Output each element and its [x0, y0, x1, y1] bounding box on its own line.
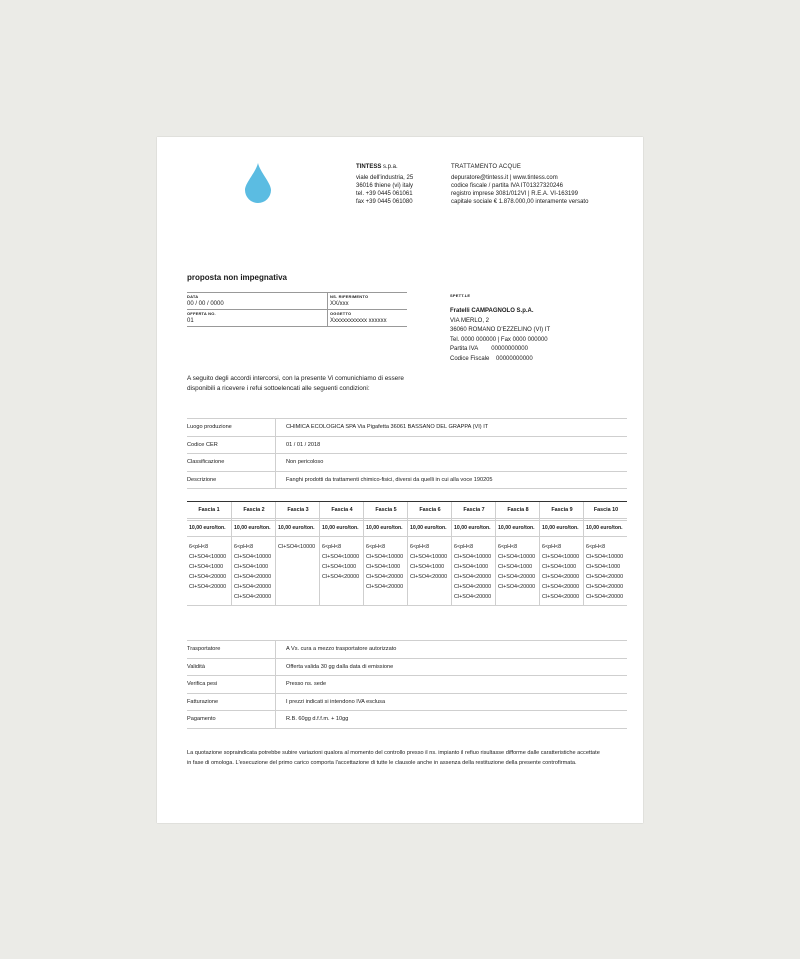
condition-line: Cl+SO4<10000 [498, 554, 536, 560]
divider [187, 292, 407, 293]
condition-line: 6<pH<8 [542, 544, 562, 550]
condition-line: Cl+SO4<10000 [322, 554, 360, 560]
condition-line: 6<pH<8 [454, 544, 474, 550]
condition-line: Cl+SO4<1000 [322, 564, 357, 570]
row-value: Presso ns. sede [286, 681, 327, 688]
intro-line: A seguito degli accordi intercorsi, con la presente Vi comunichiamo di essere [187, 375, 404, 382]
row-value: Offerta valida 30 gg dalla data di emissione [286, 663, 394, 670]
fascia-conditions [322, 542, 364, 582]
divider [187, 326, 407, 327]
condition-line: Cl+SO4<20000 [586, 584, 624, 590]
recipient-city: 36060 ROMANO D'EZZELINO (VI) IT [450, 327, 551, 334]
row-key: Fatturazione [187, 698, 219, 705]
fascia-column [319, 502, 364, 605]
fascia-conditions [586, 542, 628, 602]
meta-oggetto [330, 311, 387, 324]
capital-line: capitale sociale € 1.878.000,00 interamente versato [451, 198, 589, 205]
condition-line: Cl+SO4<20000 [454, 594, 492, 600]
fascia-conditions [189, 542, 231, 592]
condition-line: Cl+SO4<1000 [234, 564, 269, 570]
condition-line: Cl+SO4<1000 [498, 564, 533, 570]
recipient-fiscal-code: Codice Fiscale 00000000000 [450, 355, 533, 362]
fascia-header: Fascia 5 [375, 507, 397, 513]
trattamento-block [451, 163, 588, 206]
condition-line: 6<pH<8 [322, 544, 342, 550]
condition-line: Cl+SO4<1000 [410, 564, 445, 570]
condition-line: Cl+SO4<20000 [586, 574, 624, 580]
row-value: Fanghi prodotti da trattamenti chimico-fisici, diversi da quelli in cui alla voce 190205 [286, 476, 493, 483]
fascia-price: 10,00 euro/ton. [278, 525, 315, 531]
condition-line: Cl+SO4<20000 [322, 574, 360, 580]
fascia-price: 10,00 euro/ton. [366, 525, 403, 531]
condition-line: Cl+SO4<1000 [586, 564, 621, 570]
condition-line: Cl+SO4<10000 [234, 554, 272, 560]
condition-line: Cl+SO4<1000 [454, 564, 489, 570]
row-key: Descrizione [187, 476, 217, 483]
condition-line: Cl+SO4<20000 [498, 574, 536, 580]
row-value: I prezzi indicati si intendono IVA esclusa [286, 698, 386, 705]
fascia-price: 10,00 euro/ton. [498, 525, 535, 531]
fascia-column [539, 502, 584, 605]
row-value: CHIMICA ECOLOGICA SPA Via Pigafetta 36061 BASSANO DEL GRAPPA (VI) IT [286, 424, 489, 430]
row-key: Classificazione [187, 459, 225, 465]
fascia-conditions [498, 542, 540, 592]
condition-line: 6<pH<8 [410, 544, 430, 550]
fascia-header: Fascia 10 [593, 507, 619, 513]
row-key: Verifica pesi [187, 681, 218, 688]
table-row [187, 436, 627, 454]
table-row [187, 710, 627, 729]
fascia-header: Fascia 9 [551, 507, 573, 513]
table-row [187, 418, 627, 436]
condition-line: 6<pH<8 [586, 544, 606, 550]
fascia-conditions [410, 542, 452, 582]
fascia-conditions [366, 542, 408, 592]
condition-line: 6<pH<8 [498, 544, 518, 550]
condition-line: Cl+SO4<20000 [234, 594, 272, 600]
data-value: 00 / 00 / 0000 [187, 301, 224, 307]
fascia-column [583, 502, 628, 605]
fascia-price: 10,00 euro/ton. [410, 525, 447, 531]
condition-line: Cl+SO4<10000 [366, 554, 404, 560]
offerta-value: 01 [187, 318, 194, 324]
fascia-price: 10,00 euro/ton. [542, 525, 579, 531]
riferimento-value: XX/xxx [330, 301, 349, 307]
condition-line: Cl+SO4<20000 [542, 574, 580, 580]
meta-data [187, 294, 224, 307]
table-row [187, 658, 627, 676]
fascia-price: 10,00 euro/ton. [454, 525, 491, 531]
condition-line: Cl+SO4<20000 [234, 574, 272, 580]
recipient-vat: Partita IVA 00000000000 [450, 346, 528, 353]
fascia-conditions [542, 542, 584, 602]
condition-line: Cl+SO4<20000 [234, 584, 272, 590]
row-key: Pagamento [187, 716, 216, 723]
offerta-label: OFFERTA NO. [187, 311, 216, 316]
condition-line: Cl+SO4<20000 [366, 574, 404, 580]
recipient-block [450, 293, 550, 365]
fascia-header: Fascia 7 [463, 507, 485, 513]
company-block [356, 163, 413, 206]
note-line: in fase di omologa. L'esecuzione del primo carico comporta l'accettazione di tutte le clausole anche in assenza della restituzione della presente controfirmata. [187, 759, 577, 766]
fascia-price: 10,00 euro/ton. [234, 525, 271, 531]
condition-line: Cl+SO4<20000 [366, 584, 404, 590]
condition-line: Cl+SO4<20000 [586, 594, 624, 600]
note-line: La quotazione sopraindicata potrebbe subire variazioni qualora al momento del controllo presso il ns. impianto il refiuo risultasse difforme dalle caratteristiche accettate [187, 750, 600, 756]
recipient-phone: Tel. 0000 000000 | Fax 0000 000000 [450, 336, 548, 343]
fascia-price: 10,00 euro/ton. [189, 525, 226, 531]
condition-line: Cl+SO4<10000 [586, 554, 624, 560]
condition-line: Cl+SO4<20000 [498, 584, 536, 590]
recipient-name: Fratelli CAMPAGNOLO S.p.A. [450, 308, 534, 314]
condition-line: Cl+SO4<20000 [542, 594, 580, 600]
condition-line: Cl+SO4<1000 [542, 564, 577, 570]
recipient-address: VIA MERLO, 2 [450, 317, 490, 324]
row-key: Validità [187, 663, 205, 670]
row-value: 01 / 01 / 2018 [286, 441, 321, 448]
row-value: R.B. 60gg d.f.f.m. + 10gg [286, 716, 349, 723]
fascia-column [187, 502, 231, 605]
fascia-header: Fascia 2 [243, 507, 265, 513]
recipient-label: SPETT.LE [450, 293, 471, 298]
document-title: proposta non impegnativa [187, 273, 288, 282]
condition-line: Cl+SO4<10000 [278, 544, 316, 550]
fascia-column [275, 502, 320, 605]
fascia-conditions [234, 542, 276, 602]
divider [187, 309, 407, 310]
fascia-header: Fascia 3 [287, 507, 309, 513]
condition-line: Cl+SO4<20000 [189, 574, 227, 580]
fascia-column [363, 502, 408, 605]
fascia-conditions [454, 542, 496, 602]
fascia-header: Fascia 8 [507, 507, 529, 513]
table-row [187, 693, 627, 711]
row-value: Non pericoloso [286, 459, 324, 465]
condition-line: Cl+SO4<20000 [454, 584, 492, 590]
table-row [187, 471, 627, 490]
registry-line: registro imprese 3081/012VI | R.E.A. VI-163199 [451, 190, 578, 197]
row-key: Trasportatore [187, 646, 221, 652]
condition-line: Cl+SO4<20000 [454, 574, 492, 580]
company-address-line: 36016 thiene (vi) italy [356, 182, 414, 189]
fascia-header: Fascia 1 [198, 507, 220, 513]
contact-line: depuratore@tintess.it | www.tintess.com [451, 174, 558, 181]
fascia-conditions [278, 542, 320, 552]
row-key: Luogo produzione [187, 424, 232, 430]
fasce-price-table [187, 501, 627, 606]
oggetto-label: OGGETTO [330, 311, 352, 316]
condition-line: Cl+SO4<20000 [189, 584, 227, 590]
company-fax: fax +39 0445 061080 [356, 198, 413, 205]
row-value: A Vs. cura a mezzo trasportatore autorizzato [286, 646, 397, 652]
intro-line: disponibili a ricevere i refui sottoelencati alle seguenti condizioni: [187, 385, 370, 392]
data-label: DATA [187, 294, 199, 299]
table-row [187, 675, 627, 693]
meta-offerta [187, 311, 216, 324]
fascia-header: Fascia 6 [419, 507, 441, 513]
condition-line: Cl+SO4<1000 [366, 564, 401, 570]
waste-info-table [187, 418, 627, 489]
fascia-price: 10,00 euro/ton. [322, 525, 359, 531]
condition-line: 6<pH<8 [234, 544, 254, 550]
condition-line: Cl+SO4<1000 [189, 564, 224, 570]
fascia-header: Fascia 4 [331, 507, 353, 513]
table-row [187, 453, 627, 471]
disclaimer-note [187, 749, 627, 768]
fascia-column [407, 502, 452, 605]
company-phone: tel. +39 0445 061061 [356, 190, 413, 197]
condition-line: Cl+SO4<20000 [410, 574, 448, 580]
company-address-line: viale dell'industria, 25 [356, 174, 414, 181]
condition-line: 6<pH<8 [366, 544, 386, 550]
oggetto-value: Xxxxxxxxxxxx xxxxxx [330, 318, 387, 324]
row-key: Codice CER [187, 441, 218, 448]
condition-line: Cl+SO4<10000 [410, 554, 448, 560]
condition-line: Cl+SO4<10000 [189, 554, 227, 560]
condition-line: 6<pH<8 [189, 544, 209, 550]
trattamento-title: TRATTAMENTO ACQUE [451, 164, 522, 170]
fascia-column [231, 502, 276, 605]
fascia-column [495, 502, 540, 605]
condition-line: Cl+SO4<10000 [454, 554, 492, 560]
fascia-column [451, 502, 496, 605]
intro-paragraph [187, 374, 447, 394]
terms-table [187, 640, 627, 729]
table-row [187, 640, 627, 658]
meta-riferimento [330, 294, 368, 307]
condition-line: Cl+SO4<20000 [542, 584, 580, 590]
fiscal-code-line: codice fiscale / partita IVA IT01327320246 [451, 182, 563, 189]
fascia-price: 10,00 euro/ton. [586, 525, 623, 531]
riferimento-label: NS. RIFERIMENTO [330, 294, 369, 299]
water-drop-logo-icon [245, 163, 271, 203]
condition-line: Cl+SO4<10000 [542, 554, 580, 560]
company-name: TINTESS s.p.a. [356, 164, 398, 170]
document-page [157, 137, 643, 823]
